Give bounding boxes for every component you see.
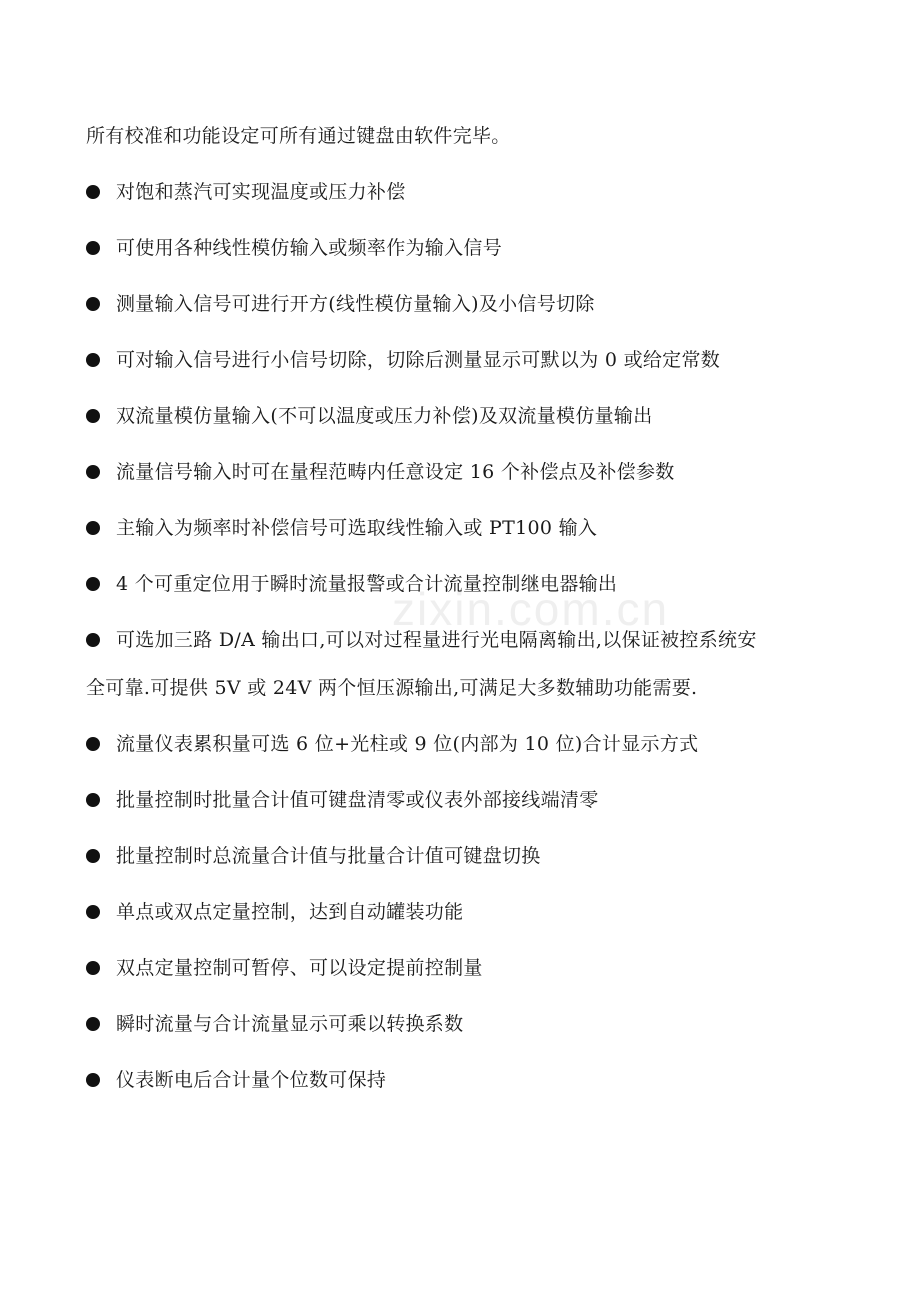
list-item-text: 流量仪表累积量可选 6 位+光柱或 9 位(内部为 10 位)合计显示方式 [116, 733, 699, 755]
bullet-icon [86, 404, 116, 428]
list-item [86, 348, 720, 372]
list-item [86, 732, 698, 756]
list-item-text: 批量控制时批量合计值可键盘清零或仪表外部接线端清零 [116, 789, 599, 811]
list-item-text: 仪表断电后合计量个位数可保持 [116, 1069, 387, 1091]
list-item-text: 流量信号输入时可在量程范畴内任意设定 16 个补偿点及补偿参数 [116, 461, 675, 483]
list-item [86, 844, 541, 868]
list-item [86, 788, 599, 812]
list-item [86, 460, 675, 484]
list-item-text: 测量输入信号可进行开方(线性模仿量输入)及小信号切除 [116, 293, 595, 315]
list-item [86, 516, 597, 540]
list-item-text: 单点或双点定量控制，达到自动罐装功能 [116, 901, 464, 923]
bullet-icon [86, 572, 116, 596]
list-item-continuation: 全可靠.可提供 5V 或 24V 两个恒压源输出,可满足大多数辅助功能需要. [86, 677, 698, 699]
list-item-text: 双流量模仿量输入(不可以温度或压力补偿)及双流量模仿量输出 [116, 405, 653, 427]
bullet-icon [86, 732, 116, 756]
list-item-text: 可选加三路 D/A 输出口,可以对过程量进行光电隔离输出,以保证被控系统安 [116, 629, 757, 651]
watermark: zixin.com.cn [392, 583, 670, 635]
list-item [86, 180, 406, 204]
list-item [86, 900, 463, 924]
bullet-icon [86, 956, 116, 980]
intro-text: 所有校准和功能设定可所有通过键盘由软件完毕。 [86, 125, 511, 147]
list-item-text: 主输入为频率时补偿信号可选取线性输入或 PT100 输入 [116, 517, 598, 539]
list-item-text: 可使用各种线性模仿输入或频率作为输入信号 [116, 237, 503, 259]
bullet-icon [86, 460, 116, 484]
bullet-icon [86, 900, 116, 924]
list-item [86, 956, 483, 980]
bullet-icon [86, 348, 116, 372]
bullet-icon [86, 236, 116, 260]
bullet-icon [86, 292, 116, 316]
bullet-icon [86, 516, 116, 540]
list-item-text: 双点定量控制可暂停、可以设定提前控制量 [116, 957, 483, 979]
list-item-text: 瞬时流量与合计流量显示可乘以转换系数 [116, 1013, 464, 1035]
list-item-text: 可对输入信号进行小信号切除，切除后测量显示可默以为 0 或给定常数 [116, 349, 721, 371]
bullet-icon [86, 844, 116, 868]
list-item [86, 1068, 386, 1092]
list-item-text: 对饱和蒸汽可实现温度或压力补偿 [116, 181, 406, 203]
bullet-icon [86, 788, 116, 812]
list-item [86, 1012, 463, 1036]
bullet-icon [86, 1068, 116, 1092]
list-item [86, 236, 502, 260]
list-item-text: 批量控制时总流量合计值与批量合计值可键盘切换 [116, 845, 541, 867]
list-item [86, 404, 653, 428]
list-item [86, 292, 595, 316]
bullet-icon [86, 628, 116, 652]
bullet-icon [86, 180, 116, 204]
list-item-text: 4 个可重定位用于瞬时流量报警或合计流量控制继电器输出 [116, 573, 618, 595]
bullet-icon [86, 1012, 116, 1036]
